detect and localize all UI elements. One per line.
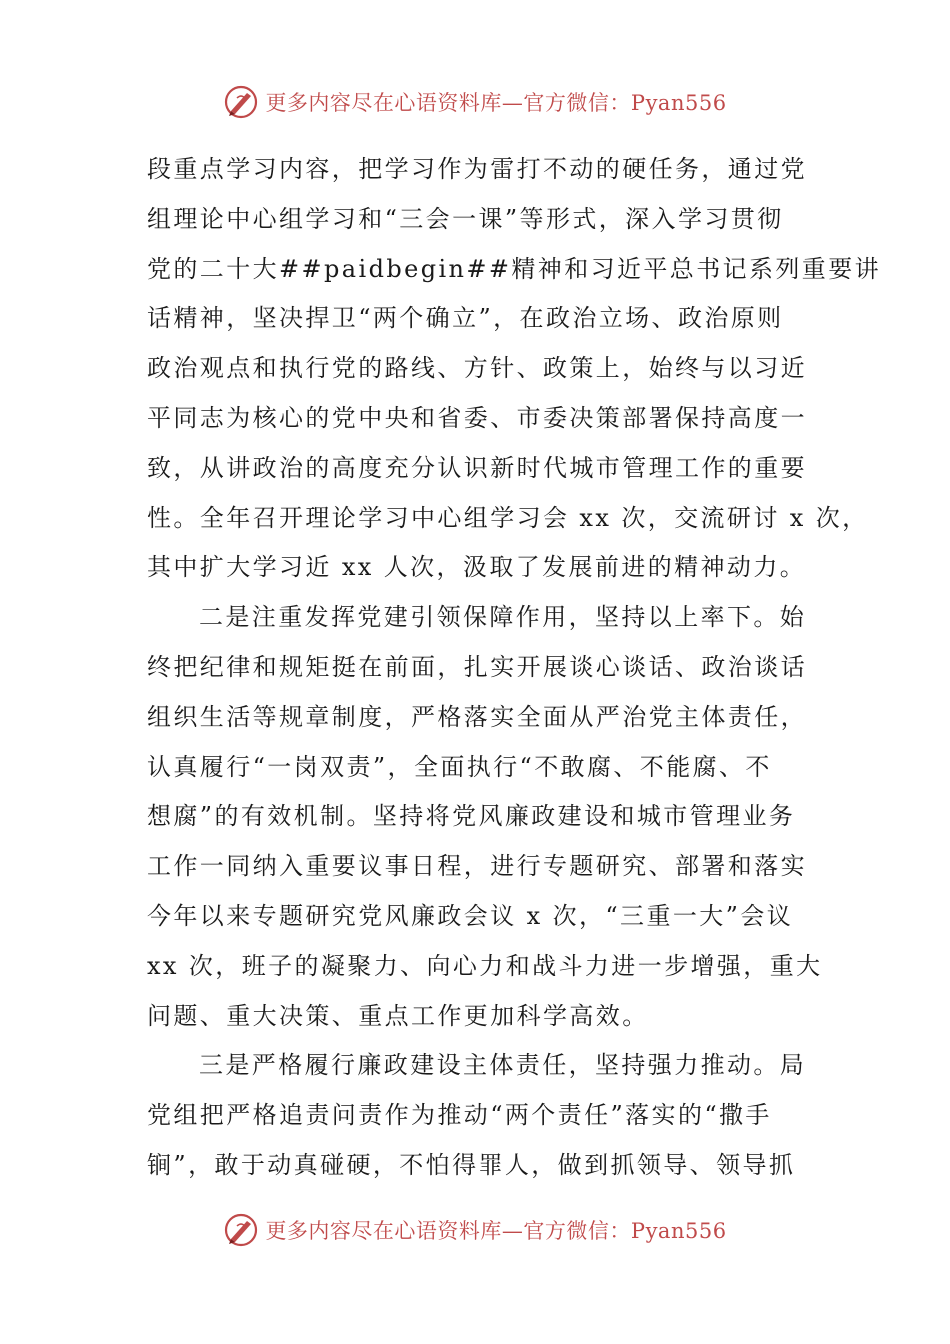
text-line: 锏”，敢于动真碰硬，不怕得罪人，做到抓领导、领导抓 bbox=[147, 1150, 796, 1179]
text-line: 平同志为核心的党中央和省委、市委决策部署保持高度一 bbox=[147, 403, 807, 432]
text-line: xx 次，班子的凝聚力、向心力和战斗力进一步增强，重大 bbox=[147, 951, 823, 980]
text-line: 党组把严格追责问责作为推动“两个责任”落实的“撒手 bbox=[147, 1101, 772, 1130]
text-line: 认真履行“一岗双责”，全面执行“不敢腐、不能腐、不 bbox=[147, 752, 772, 781]
pen-logo-icon bbox=[223, 1212, 259, 1248]
header-banner bbox=[0, 82, 950, 122]
text-line: 三是严格履行廉政建设主体责任，坚持强力推动。局 bbox=[199, 1051, 807, 1080]
text-line: 致，从讲政治的高度充分认识新时代城市管理工作的重要 bbox=[147, 453, 807, 482]
text-line: 工作一同纳入重要议事日程，进行专题研究、部署和落实 bbox=[147, 852, 807, 881]
footer-banner bbox=[0, 1210, 950, 1250]
document-body bbox=[147, 145, 882, 1191]
pen-logo-icon bbox=[223, 84, 259, 120]
text-line: 组织生活等规章制度，严格落实全面从严治党主体责任， bbox=[147, 702, 807, 731]
header-banner-text: 更多内容尽在心语资料库—官方微信：Pyan556 bbox=[265, 91, 727, 115]
text-line: 问题、重大决策、重点工作更加科学高效。 bbox=[147, 1001, 649, 1030]
text-line: 性。全年召开理论学习中心组学习会 xx 次，交流研讨 x 次， bbox=[147, 503, 869, 532]
text-line: 政治观点和执行党的路线、方针、政策上，始终与以习近 bbox=[147, 354, 807, 383]
text-line: 党的二十大##paidbegin##精神和习近平总书记系列重要讲 bbox=[147, 254, 882, 283]
text-line: 段重点学习内容，把学习作为雷打不动的硬任务，通过党 bbox=[147, 155, 807, 183]
text-line: 组理论中心组学习和“三会一课”等形式，深入学习贯彻 bbox=[147, 204, 784, 233]
footer-banner-text: 更多内容尽在心语资料库—官方微信：Pyan556 bbox=[265, 1219, 727, 1243]
text-line: 今年以来专题研究党风廉政会议 x 次，“三重一大”会议 bbox=[147, 901, 794, 930]
text-line: 想腐”的有效机制。坚持将党风廉政建设和城市管理业务 bbox=[147, 802, 796, 831]
text-line: 话精神，坚决捍卫“两个确立”，在政治立场、政治原则 bbox=[147, 304, 784, 333]
text-line: 二是注重发挥党建引领保障作用，坚持以上率下。始 bbox=[199, 603, 807, 632]
text-line: 终把纪律和规矩挺在前面，扎实开展谈心谈话、政治谈话 bbox=[147, 652, 807, 681]
text-line: 其中扩大学习近 xx 人次，汲取了发展前进的精神动力。 bbox=[147, 553, 807, 582]
